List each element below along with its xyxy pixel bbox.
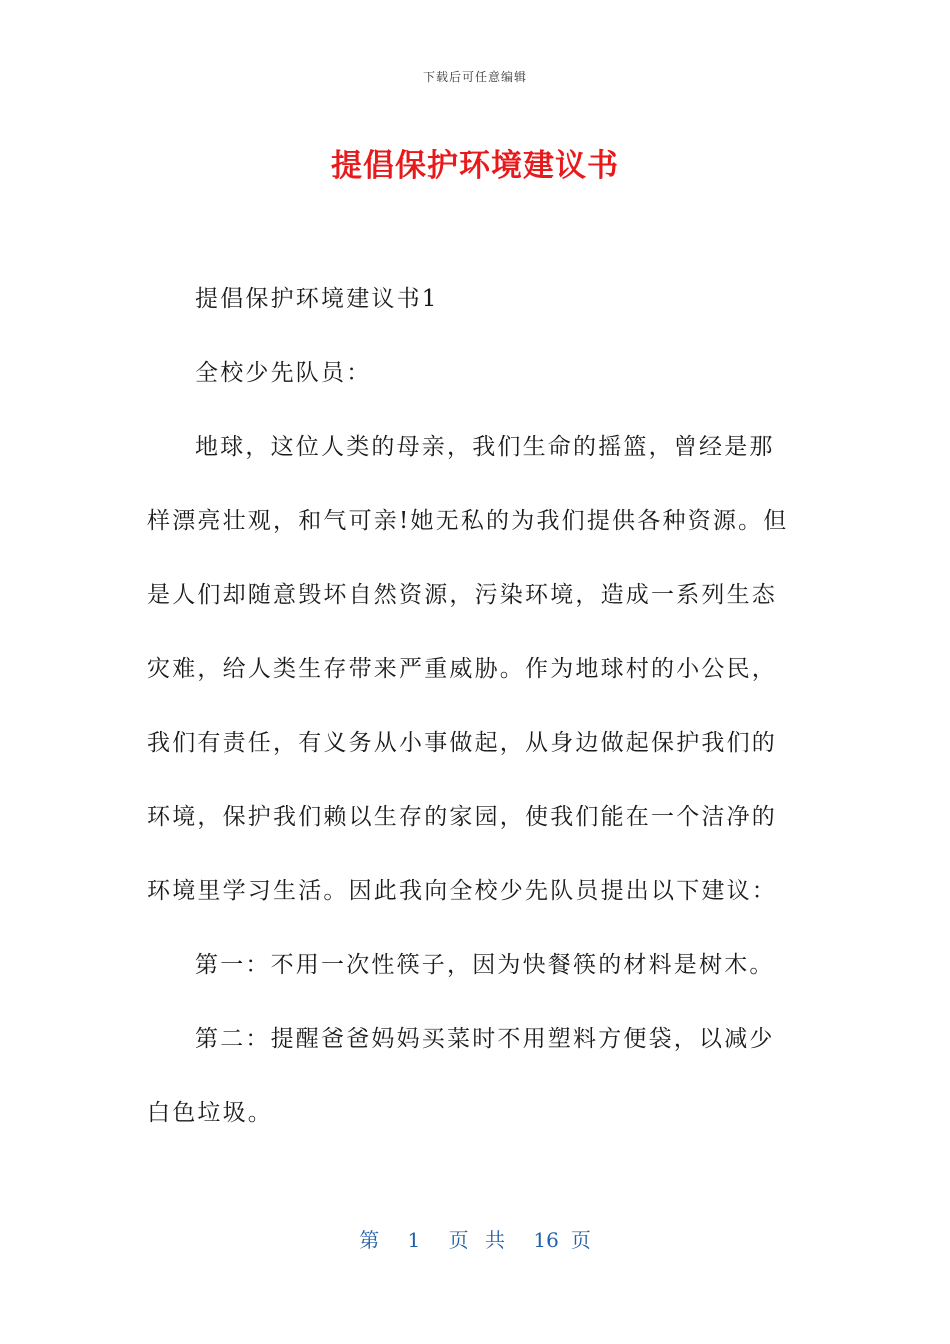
document-title: 提倡保护环境建议书	[331, 148, 619, 184]
footer-prefix: 第	[359, 1228, 380, 1252]
footer-suffix: 页	[570, 1228, 591, 1252]
footer-middle: 页 共	[448, 1228, 505, 1252]
body-paragraph: 地球，这位人类的母亲，我们生命的摇篮，曾经是那样漂亮壮观，和气可亲!她无私的为我们提供各种资源。但是人们却随意毁坏自然资源，污染环境，造成一系列生态灾难，给人类生存带来严重威胁。作为地球村的小公民，我们有责任，有义务从小事做起，从身边做起保护我们的环境，保护我们赖以生存的家园，使我们能在一个洁净的环境里学习生活。因此我向全校少先队员提出以下建议：	[147, 434, 789, 904]
document-body	[147, 262, 797, 1150]
section-heading: 提倡保护环境建议书1	[195, 286, 439, 312]
footer-total-pages: 16	[533, 1228, 559, 1252]
suggestion-item: 第二：提醒爸爸妈妈买菜时不用塑料方便袋，以减少白色垃圾。	[147, 1026, 775, 1126]
suggestion-item: 第一：不用一次性筷子，因为快餐筷的材料是树木。	[195, 952, 775, 978]
header-note: 下载后可任意编辑	[422, 70, 527, 84]
salutation: 全校少先队员：	[195, 360, 372, 386]
page-number-footer	[0, 1224, 950, 1253]
footer-current-page: 1	[407, 1228, 421, 1252]
